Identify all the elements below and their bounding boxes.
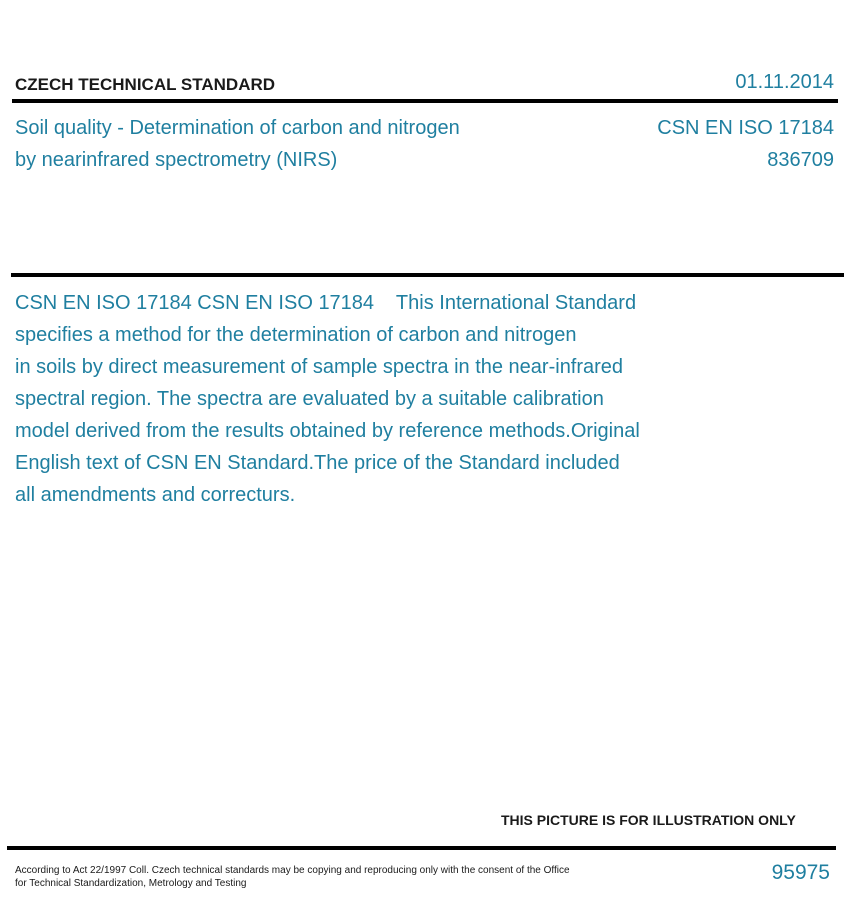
title-divider [11,273,844,277]
legal-notice [15,864,615,890]
issue-date: 01.11.2014 [735,71,834,93]
standard-title-line-1: Soil quality - Determination of carbon and nitrogen [15,117,460,139]
description-line: CSN EN ISO 17184 CSN EN ISO 17184 This International Standard [15,292,637,314]
catalog-number: 836709 [767,149,834,171]
footer-divider [7,846,836,850]
description-line: spectral region. The spectra are evaluated by a suitable calibration [15,388,604,410]
description-line: English text of CSN EN Standard.The price of the Standard included [15,452,620,474]
description-line: in soils by direct measurement of sample spectra in the near-infrared [15,356,624,378]
header-divider [12,99,838,103]
standard-number: CSN EN ISO 17184 [657,117,834,139]
product-code: 95975 [771,861,830,884]
standard-description [15,287,715,511]
description-line: model derived from the results obtained by reference methods.Original [15,420,640,442]
description-line: specifies a method for the determination of carbon and nitrogen [15,324,577,346]
description-line: all amendments and correcturs. [15,484,296,506]
illustration-disclaimer: THIS PICTURE IS FOR ILLUSTRATION ONLY [501,812,796,828]
document-category: CZECH TECHNICAL STANDARD [15,75,276,94]
legal-notice-line: According to Act 22/1997 Coll. Czech technical standards may be copying and reproducing only with the consent of the Office [15,865,570,876]
legal-notice-line: for Technical Standardization, Metrology and Testing [15,878,247,889]
standard-title-line-2: by nearinfrared spectrometry (NIRS) [15,149,338,171]
